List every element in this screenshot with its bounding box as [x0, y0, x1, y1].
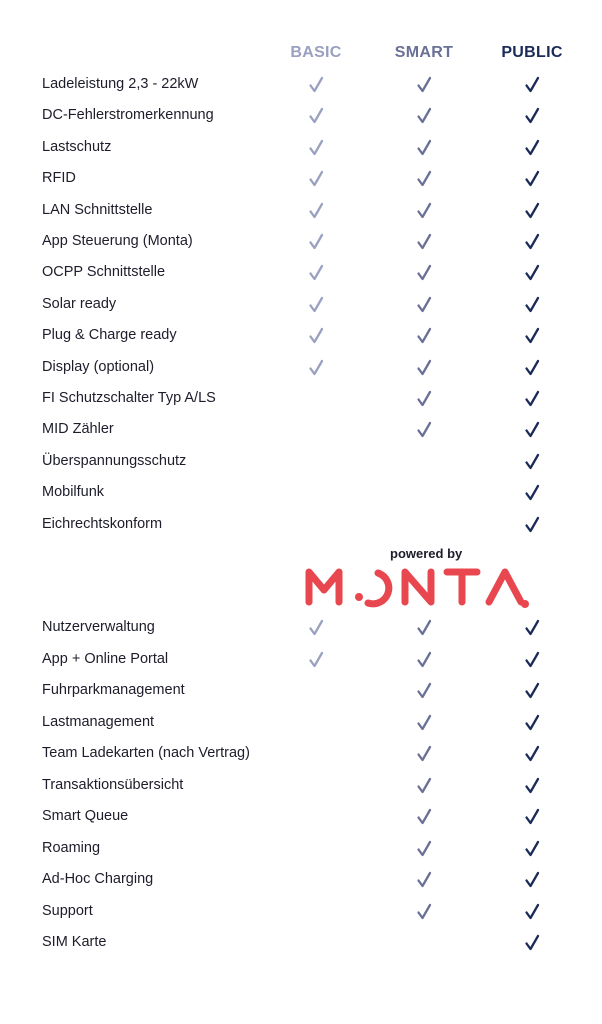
check-icon	[305, 168, 327, 190]
monta-feature-row	[0, 805, 602, 829]
check-icon	[521, 294, 543, 316]
check-icon	[521, 680, 543, 702]
check-icon	[305, 231, 327, 253]
check-icon	[413, 262, 435, 284]
monta-feature-row	[0, 931, 602, 955]
check-icon	[305, 357, 327, 379]
feature-row	[0, 230, 602, 254]
check-icon	[413, 200, 435, 222]
feature-label: Lastmanagement	[42, 713, 155, 730]
check-icon	[521, 838, 543, 860]
feature-label: Fuhrparkmanagement	[42, 682, 185, 698]
feature-label: Support	[42, 902, 93, 919]
check-icon	[305, 294, 327, 316]
check-icon	[521, 514, 543, 536]
feature-label: App Steuerung (Monta)	[42, 233, 193, 249]
check-icon	[413, 357, 435, 379]
feature-row	[0, 513, 602, 537]
check-icon	[521, 137, 543, 159]
monta-feature-row	[0, 679, 602, 703]
feature-row	[0, 73, 602, 97]
check-icon	[413, 680, 435, 702]
monta-feature-row	[0, 616, 602, 640]
feature-label: App + Online Portal	[42, 650, 169, 667]
feature-row	[0, 261, 602, 285]
check-icon	[305, 262, 327, 284]
feature-row	[0, 450, 602, 474]
check-icon	[521, 649, 543, 671]
check-icon	[521, 388, 543, 410]
monta-wordmark-graphic	[300, 564, 550, 608]
monta-feature-row	[0, 837, 602, 861]
check-icon	[413, 325, 435, 347]
feature-label: Überspannungsschutz	[42, 452, 187, 469]
check-icon	[521, 617, 543, 639]
feature-row	[0, 136, 602, 160]
check-icon	[413, 388, 435, 410]
feature-row	[0, 324, 602, 348]
feature-label: Solar ready	[42, 295, 117, 312]
feature-label: Ladeleistung 2,3 - 22kW	[42, 76, 199, 92]
feature-label: Transaktionsübersicht	[42, 776, 184, 793]
feature-label: DC-Fehlerstromerkennung	[42, 107, 214, 124]
check-icon	[413, 649, 435, 671]
check-icon	[413, 743, 435, 765]
check-icon	[521, 168, 543, 190]
feature-label: Eichrechtskonform	[42, 515, 163, 532]
check-icon	[305, 105, 327, 127]
check-icon	[305, 617, 327, 639]
feature-label: Roaming	[42, 839, 101, 856]
check-icon	[413, 419, 435, 441]
monta-logo	[300, 546, 550, 608]
check-icon	[521, 901, 543, 923]
column-public-header: PUBLIC	[501, 44, 563, 61]
feature-label: Display (optional)	[42, 358, 155, 375]
check-icon	[413, 137, 435, 159]
monta-feature-row	[0, 900, 602, 924]
check-icon	[413, 231, 435, 253]
check-icon	[413, 74, 435, 96]
check-icon	[305, 137, 327, 159]
feature-label: OCPP Schnittstelle	[42, 264, 166, 281]
feature-label: SIM Karte	[42, 934, 107, 950]
feature-label: FI Schutzschalter Typ A/LS	[42, 390, 216, 406]
feature-label: MID Zähler	[42, 421, 114, 438]
feature-row	[0, 356, 602, 380]
check-icon	[305, 649, 327, 671]
monta-feature-row	[0, 711, 602, 735]
feature-row	[0, 293, 602, 317]
column-basic-header: BASIC	[290, 44, 342, 61]
monta-feature-row	[0, 648, 602, 672]
check-icon	[521, 806, 543, 828]
feature-row	[0, 199, 602, 223]
check-icon	[413, 838, 435, 860]
check-icon	[413, 712, 435, 734]
check-icon	[413, 105, 435, 127]
feature-row	[0, 387, 602, 411]
check-icon	[413, 617, 435, 639]
feature-label: Plug & Charge ready	[42, 327, 177, 344]
column-smart-header: SMART	[394, 44, 454, 61]
column-header	[0, 44, 602, 68]
check-icon	[413, 869, 435, 891]
powered-by-label: powered by	[390, 546, 463, 561]
feature-label: Team Ladekarten (nach Vertrag)	[42, 745, 250, 761]
feature-label: RFID	[42, 170, 76, 187]
check-icon	[521, 419, 543, 441]
check-icon	[413, 806, 435, 828]
feature-row	[0, 104, 602, 128]
check-icon	[521, 105, 543, 127]
check-icon	[521, 200, 543, 222]
feature-label: Ad-Hoc Charging	[42, 871, 154, 887]
check-icon	[305, 325, 327, 347]
check-icon	[521, 357, 543, 379]
feature-label: Mobilfunk	[42, 484, 105, 501]
feature-row	[0, 418, 602, 442]
check-icon	[521, 231, 543, 253]
feature-label: Nutzerverwaltung	[42, 619, 155, 635]
feature-label: LAN Schnittstelle	[42, 201, 153, 218]
check-icon	[413, 294, 435, 316]
check-icon	[305, 200, 327, 222]
feature-label: Smart Queue	[42, 808, 129, 824]
monta-wordmark	[300, 564, 550, 608]
check-icon	[521, 74, 543, 96]
check-icon	[521, 932, 543, 954]
check-icon	[413, 775, 435, 797]
feature-label: Lastschutz	[42, 138, 112, 155]
feature-row	[0, 481, 602, 505]
check-icon	[521, 743, 543, 765]
monta-feature-row	[0, 868, 602, 892]
check-icon	[521, 262, 543, 284]
check-icon	[413, 168, 435, 190]
check-icon	[305, 74, 327, 96]
check-icon	[521, 325, 543, 347]
check-icon	[521, 451, 543, 473]
check-icon	[521, 482, 543, 504]
feature-row	[0, 167, 602, 191]
monta-feature-row	[0, 774, 602, 798]
check-icon	[521, 775, 543, 797]
monta-feature-row	[0, 742, 602, 766]
check-icon	[521, 712, 543, 734]
check-icon	[521, 869, 543, 891]
check-icon	[413, 901, 435, 923]
